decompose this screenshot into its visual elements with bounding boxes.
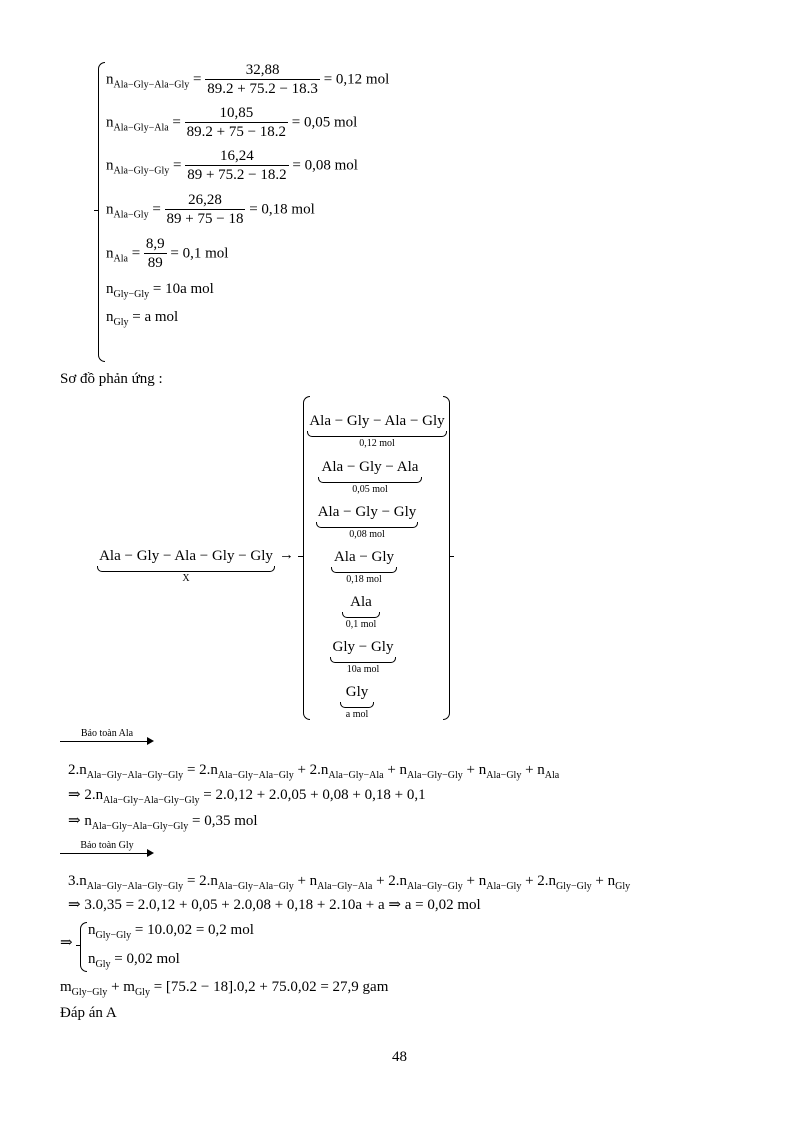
reactant-x: Ala − Gly − Ala − Gly − Gly X: [97, 548, 275, 584]
product-ala-gly-ala-gly: Ala − Gly − Ala − Gly 0,12 mol: [307, 413, 447, 449]
implies-symbol: ⇒: [60, 935, 73, 951]
fraction: $\frac{8,9}{89}$: [145, 236, 165, 271]
fraction: $\frac{16,24}{89 + 75.2 - 18.2}$: [187, 148, 287, 183]
page-number: 48: [392, 1049, 407, 1065]
product-ala: Ala 0,1 mol: [342, 594, 380, 630]
reaction-arrow: →: [279, 547, 294, 563]
product-ala-gly-gly: Ala − Gly − Gly 0,08 mol: [317, 504, 417, 540]
fraction: $\frac{10,85}{89.2 + 75 - 18.2}$: [186, 105, 287, 140]
fraction: $\frac{32,88}{89.2 + 75.2 - 18.3}$: [207, 62, 318, 97]
conservation-gly-arrow: Bảo toàn Gly: [60, 840, 154, 860]
eq-ala-gly: $n_{Ala-Gly}$ = $\frac{26,28}{89 + 75 - 18}$ = 0,18 mol: [106, 192, 315, 227]
ala-balance-line1: $2.n_{Ala-Gly-Ala-Gly-Gly} = 2.n_{Ala-Gly-Ala-Gly} + 2.n_{Ala-Gly-Ala} + n_{Ala-Gly-Gly} + n_{Ala-Gly} + n_{Ala}$: [68, 762, 560, 781]
eq-ala: $n_{Ala}$ = $\frac{8,9}{89}$ = 0,1 mol: [106, 236, 229, 271]
eq-ala-gly-gly: $n_{Ala-Gly-Gly}$ = $\frac{16,24}{89 + 75.2 - 18.2}$ = 0,08 mol: [106, 148, 358, 183]
result-gly-gly: $n_{Gly-Gly} = 10.0,02 = 0,2$ mol: [88, 922, 254, 941]
product-gly-gly: Gly − Gly 10a mol: [330, 639, 396, 675]
eq-gly-gly: $n_{Gly-Gly} = 10a$ mol: [106, 281, 214, 300]
product-gly: Gly a mol: [340, 684, 374, 720]
ala-balance-line3: ⇒ $n_{Ala-Gly-Ala-Gly-Gly} = 0,35$ mol: [68, 813, 258, 832]
ala-balance-line2: ⇒ $2.n_{Ala-Gly-Ala-Gly-Gly} = 2.0,12 + 2.0,05 + 0,08 + 0,18 + 0,1$: [68, 787, 426, 806]
system-brace: [98, 62, 105, 362]
answer: Đáp án A: [60, 1005, 117, 1021]
eq-ala-gly-ala: $n_{Ala-Gly-Ala}$ = $\frac{10,85}{89.2 + 75 - 18.2}$ = 0,05 mol: [106, 105, 358, 140]
diagram-heading: Sơ đồ phản ứng :: [60, 371, 163, 387]
gly-balance-line1: $3.n_{Ala-Gly-Ala-Gly-Gly} = 2.n_{Ala-Gly-Ala-Gly} + n_{Ala-Gly-Ala} + 2.n_{Ala-Gly-Gly} + n_{Ala-Gly} + 2.n_{Gly-Gly} + n_{Gly}$: [68, 873, 631, 892]
fraction: $\frac{26,28}{89 + 75 - 18}$: [166, 192, 244, 227]
result-brace: [80, 922, 87, 972]
conservation-ala-arrow: Bảo toàn Ala: [60, 728, 154, 748]
result-gly: $n_{Gly} = 0,02$ mol: [88, 951, 180, 970]
gly-balance-line2: ⇒ 3.0,35 = 2.0,12 + 0,05 + 2.0,08 + 0,18 + 2.10a + a ⇒ a = 0,02 mol: [68, 897, 481, 913]
eq-gly: $n_{Gly} = a$ mol: [106, 309, 179, 328]
eq-ala-gly-ala-gly: $n_{Ala-Gly-Ala-Gly}$ = $\frac{32,88}{89.2 + 75.2 - 18.3}$ = 0,12 mol: [106, 62, 390, 97]
product-ala-gly-ala: Ala − Gly − Ala 0,05 mol: [318, 459, 422, 495]
mass-equation: $m_{Gly-Gly} + m_{Gly} = [75.2 - 18].0,2 + 75.0,02 = 27,9$ gam: [60, 979, 389, 998]
product-ala-gly: Ala − Gly 0,18 mol: [331, 549, 397, 585]
